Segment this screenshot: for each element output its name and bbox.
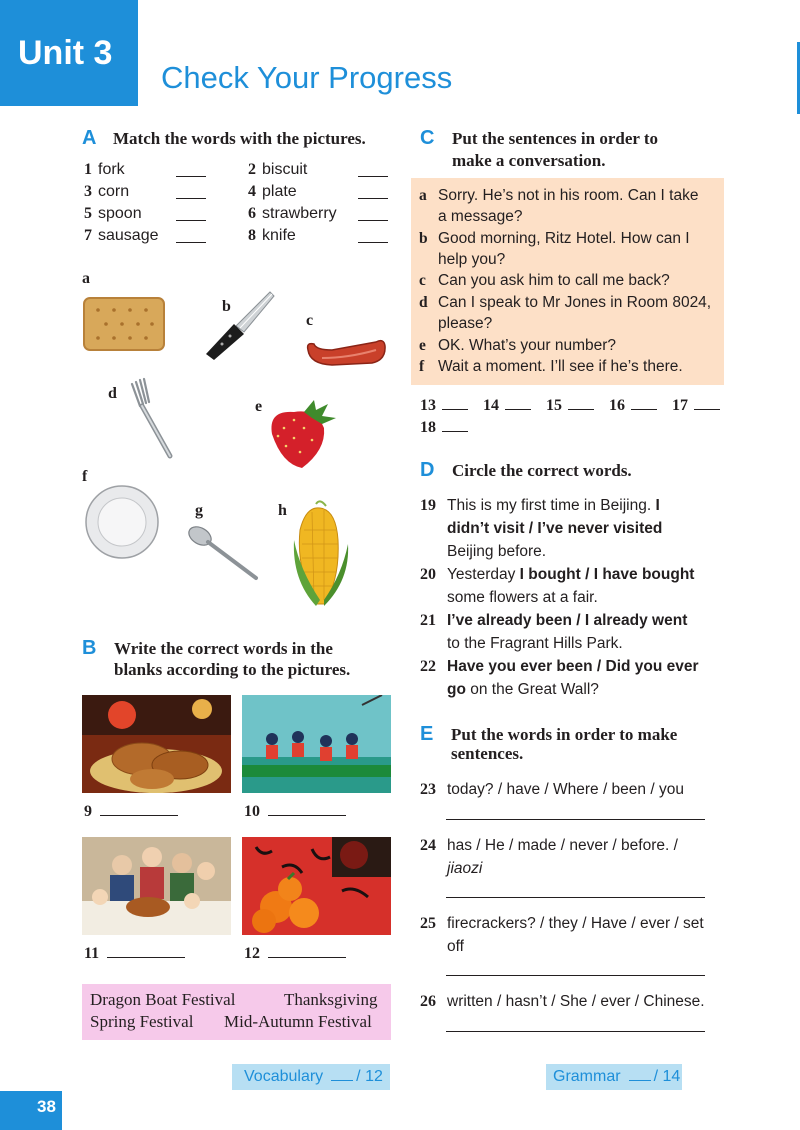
word-option: Dragon Boat Festival <box>90 990 236 1009</box>
answer-blank[interactable] <box>631 396 657 410</box>
answer-line[interactable] <box>446 975 705 976</box>
section-letter: D <box>420 459 435 481</box>
vocabulary-score: Vocabulary / 12 <box>232 1064 390 1090</box>
match-item: 5 spoon <box>84 204 142 224</box>
photo-answer[interactable]: 11 <box>84 944 185 963</box>
question-text: some flowers at a fair. <box>447 589 598 606</box>
choice-option[interactable]: go <box>447 681 466 698</box>
picture-label-g: g <box>195 502 203 519</box>
section-letter: C <box>420 127 435 149</box>
question-text: go on the Great Wall? <box>447 681 599 698</box>
conversation-line: help you? <box>438 251 506 268</box>
question-text <box>447 517 662 540</box>
section-instruction: sentences. <box>451 744 524 763</box>
choice-option[interactable]: Have you ever been / Did you ever <box>447 658 699 675</box>
section-letter: B <box>82 637 97 659</box>
match-item: 4 plate <box>248 182 297 202</box>
match-item: 2 biscuit <box>248 160 307 180</box>
match-item: 3 corn <box>84 182 129 202</box>
question-text: jiaozi <box>447 860 483 877</box>
answer-blank[interactable] <box>442 396 468 410</box>
answer-blank[interactable] <box>442 418 468 432</box>
answer-line[interactable] <box>446 897 705 898</box>
picture-label-c: c <box>306 312 314 329</box>
corn-picture <box>290 500 354 610</box>
sausage-picture <box>302 330 390 370</box>
match-item: 1 fork <box>84 160 125 180</box>
question-number: 19 <box>420 497 436 514</box>
festival-word-box <box>82 984 391 1040</box>
conversation-line: c Can you ask him to call me back? <box>419 272 670 289</box>
question-number: 26 <box>420 993 436 1010</box>
conversation-line: b Good morning, Ritz Hotel. How can I <box>419 230 690 247</box>
answer-blank[interactable] <box>358 207 388 221</box>
question-number: 25 <box>420 915 436 932</box>
question-text: to the Fragrant Hills Park. <box>447 635 623 652</box>
conversation-line: d Can I speak to Mr Jones in Room 8024, <box>419 294 712 311</box>
conversation-line: e OK. What’s your number? <box>419 337 617 354</box>
question-number: 20 <box>420 566 436 583</box>
question-number: 22 <box>420 658 436 675</box>
word-option: Spring Festival <box>90 1012 194 1031</box>
question-number: 23 <box>420 781 436 798</box>
answer-blank[interactable] <box>176 207 206 221</box>
question-text <box>447 655 699 678</box>
section-letter: E <box>420 723 434 745</box>
knife-picture <box>200 290 276 360</box>
photo-answer[interactable]: 12 <box>244 944 346 963</box>
answer-line[interactable] <box>446 1031 705 1032</box>
match-item: 8 knife <box>248 226 296 246</box>
answer-blank[interactable] <box>358 229 388 243</box>
fork-picture <box>122 376 176 460</box>
order-answers: 13 14 15 16 17 <box>420 396 731 415</box>
word-option: Thanksgiving <box>284 990 378 1009</box>
picture-label-h: h <box>278 502 287 519</box>
section-instruction: blanks according to the pictures. <box>114 660 351 679</box>
section-letter: A <box>82 127 97 149</box>
question-text: Beijing before. <box>447 543 547 560</box>
question-text: off <box>447 938 464 955</box>
picture-label-f: f <box>82 468 88 485</box>
choice-option[interactable]: I’ve already been / I already went <box>447 612 688 629</box>
question-text <box>447 609 687 632</box>
answer-blank[interactable] <box>505 396 531 410</box>
score-blank[interactable] <box>629 1067 651 1081</box>
picture-label-a: a <box>82 270 90 287</box>
page-title: Check Your Progress <box>161 60 453 95</box>
conversation-line: f Wait a moment. I’ll see if he’s there. <box>419 358 683 375</box>
question-text: firecrackers? / they / Have / ever / set <box>447 915 704 932</box>
grammar-score: Grammar / 14 <box>546 1064 682 1090</box>
picture-label-d: d <box>108 385 117 402</box>
spring-festival-photo <box>242 837 391 935</box>
picture-label-e: e <box>255 398 263 415</box>
conversation-box <box>411 178 724 385</box>
section-instruction: Put the sentences in order to <box>452 129 659 148</box>
dragon-boat-photo <box>242 695 391 793</box>
unit-badge: Unit 3 <box>0 0 138 106</box>
word-option: Mid-Autumn Festival <box>224 1012 372 1031</box>
order-answers: 18 <box>420 418 479 437</box>
picture-label-b: b <box>222 298 231 315</box>
match-item: 6 strawberry <box>248 204 337 224</box>
spoon-picture <box>186 522 262 582</box>
question-text: This is my first time in Beijing. I <box>447 497 660 514</box>
section-instruction: Write the correct words in the <box>114 639 333 658</box>
question-text: written / hasn’t / She / ever / Chinese. <box>447 993 705 1010</box>
section-instruction: Put the words in order to make <box>451 725 678 744</box>
section-instruction: Match the words with the pictures. <box>113 129 366 148</box>
mooncake-photo <box>82 695 231 793</box>
answer-line[interactable] <box>446 819 705 820</box>
question-number: 21 <box>420 612 436 629</box>
choice-option[interactable]: I <box>655 497 660 514</box>
question-text: today? / have / Where / been / you <box>447 781 684 798</box>
photo-answer[interactable]: 10 <box>244 802 346 821</box>
plate-picture <box>84 484 160 560</box>
answer-blank[interactable] <box>358 163 388 177</box>
biscuit-picture <box>82 296 166 352</box>
photo-answer[interactable]: 9 <box>84 802 178 821</box>
answer-blank[interactable] <box>358 185 388 199</box>
conversation-line: please? <box>438 315 493 332</box>
answer-blank[interactable] <box>694 396 720 410</box>
strawberry-picture <box>264 398 338 472</box>
choice-option[interactable]: didn’t visit / I’ve never visited <box>447 520 663 537</box>
thanksgiving-photo <box>82 837 231 935</box>
answer-blank[interactable] <box>176 163 206 177</box>
conversation-line: a Sorry. He’s not in his room. Can I take <box>419 187 699 204</box>
section-instruction: make a conversation. <box>452 151 606 170</box>
choice-option[interactable]: I bought / I have bought <box>519 566 695 583</box>
conversation-line: a message? <box>438 208 523 225</box>
question-number: 24 <box>420 837 436 854</box>
answer-blank[interactable] <box>176 229 206 243</box>
answer-blank[interactable] <box>176 185 206 199</box>
score-blank[interactable] <box>331 1067 353 1081</box>
section-instruction: Circle the correct words. <box>452 461 632 480</box>
question-text: Yesterday I bought / I have bought <box>447 566 695 583</box>
answer-blank[interactable] <box>568 396 594 410</box>
question-text: has / He / made / never / before. / <box>447 837 678 854</box>
page-number: 38 <box>0 1091 62 1130</box>
match-item: 7 sausage <box>84 226 159 246</box>
